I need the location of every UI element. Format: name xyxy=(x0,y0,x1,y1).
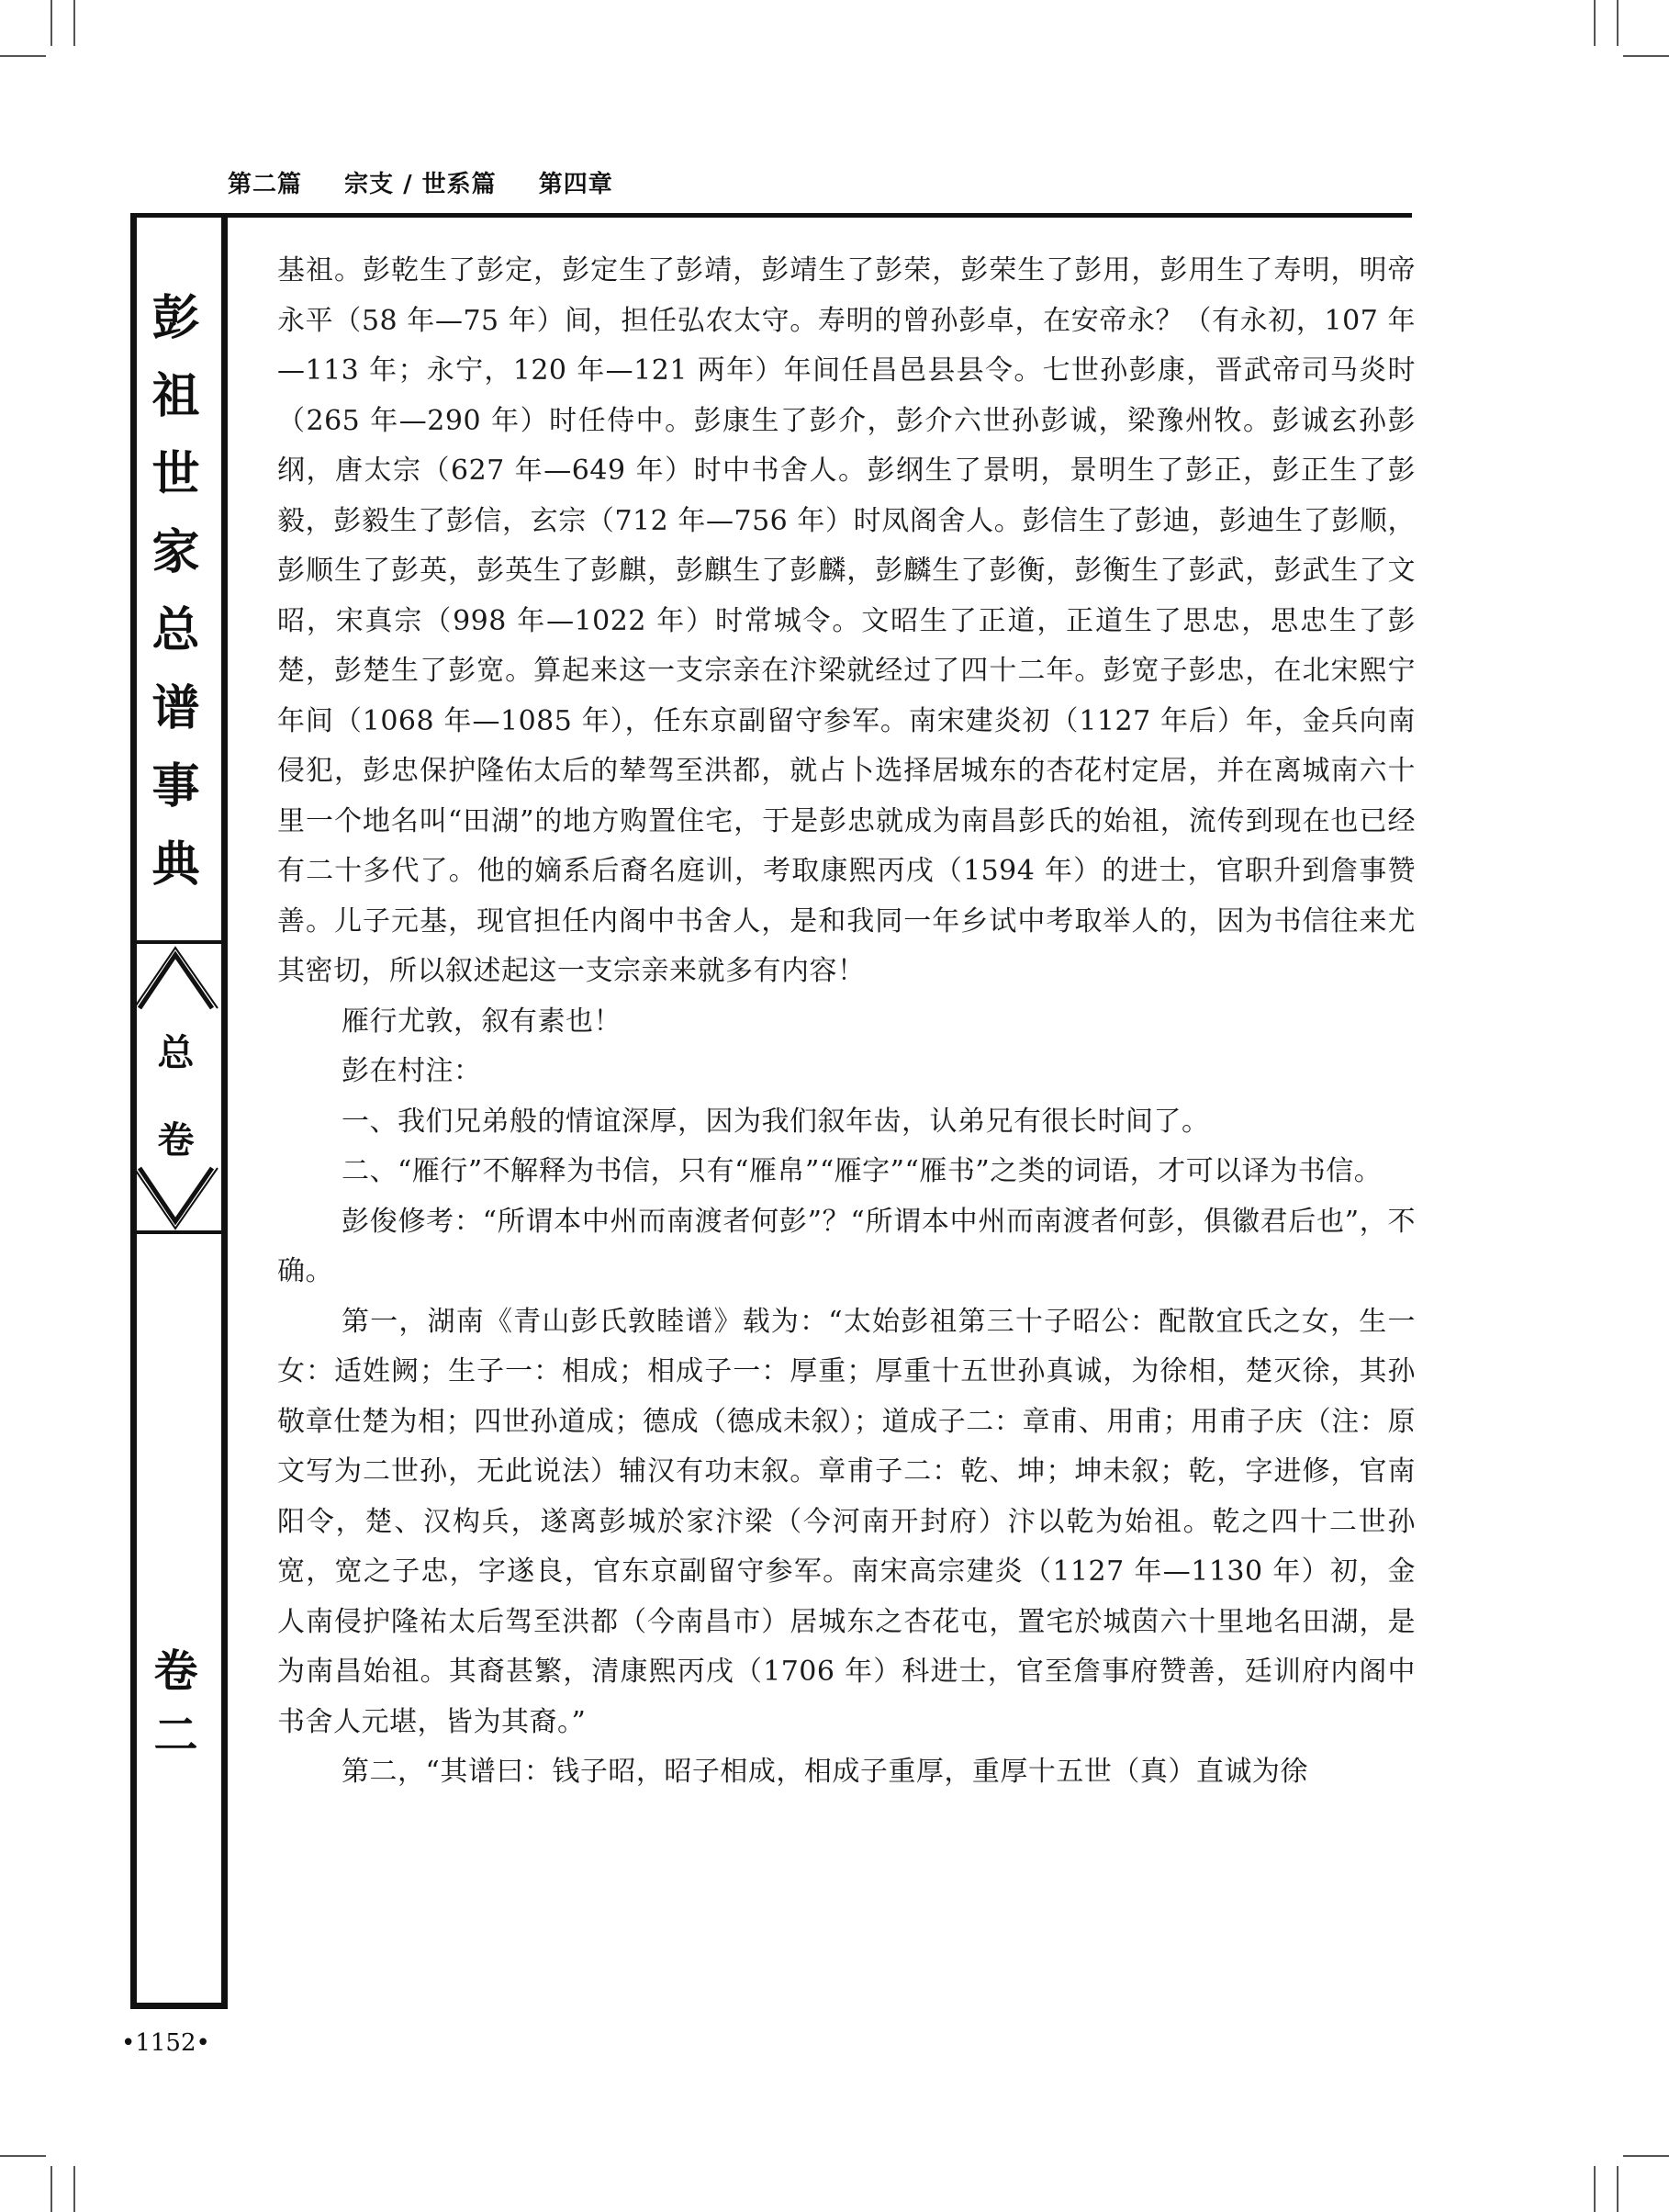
spine-char: 事 xyxy=(151,759,200,814)
paragraph: 一、我们兄弟般的情谊深厚，因为我们叙年齿，认弟兄有很长时间了。 xyxy=(342,1105,1210,1138)
spine-char: 谱 xyxy=(151,681,200,736)
spine-divider xyxy=(130,940,228,944)
spine-char: 卷 xyxy=(153,1645,198,1697)
paragraph: 雁行尤敦，叙有素也！ xyxy=(342,1005,622,1038)
crop-mark xyxy=(1594,0,1596,46)
header-part: 第二篇 xyxy=(228,171,303,198)
paragraph: 彭在村注： xyxy=(342,1055,482,1087)
crop-mark xyxy=(50,0,52,46)
spine-title xyxy=(130,280,221,904)
running-header xyxy=(228,165,646,199)
crop-mark xyxy=(1617,0,1619,46)
spine-char: 家 xyxy=(151,525,200,580)
spine-divider xyxy=(130,1230,228,1234)
spine-inner-rule xyxy=(221,213,228,2009)
crop-mark xyxy=(1623,2155,1669,2157)
spine-char: 彭 xyxy=(151,291,200,346)
paragraph: 二、“雁行”不解释为书信，只有“雁帛”“雁字”“雁书”之类的词语，才可以译为书信。 xyxy=(342,1155,1383,1187)
spine-char: 卷 xyxy=(157,1119,195,1162)
spine-char: 世 xyxy=(151,447,200,502)
crop-mark xyxy=(1623,55,1669,57)
chevron-top-ornament xyxy=(130,946,221,1010)
crop-mark xyxy=(1617,2166,1619,2212)
crop-mark xyxy=(50,2166,52,2212)
header-chapter: 第四章 xyxy=(538,171,613,198)
paragraph: 彭俊修考：“所谓本中州而南渡者何彭”？“所谓本中州而南渡者何彭，俱徽君后也”，不确。 xyxy=(277,1205,1416,1287)
paragraph: 基祖。彭乾生了彭定，彭定生了彭靖，彭靖生了彭荣，彭荣生了彭用，彭用生了寿明，明帝永平（58 年—75 年）间，担任弘农太守。寿明的曾孙彭卓，在安帝永？（有永初，107 年—113 年；永宁，120 年—121 两年）年间任昌邑县县令。七世孙彭康，晋武帝司马炎时（265 年—290 年）时任侍中。彭康生了彭介，彭介六世孙彭诚，梁豫州牧。彭诚玄孙彭纲，唐太宗（627 年—649 年）时中书舍人。彭纲生了景明，景明生了彭正，彭正生了彭毅，彭毅生了彭信，玄宗（712 年—756 年）时凤阁舍人。彭信生了彭迪，彭迪生了彭顺，彭顺生了彭英，彭英生了彭麒，彭麒生了彭麟，彭麟生了彭衡，彭衡生了彭武，彭武生了文昭，宋真宗（998 年—1022 年）时常城令。文昭生了正道，正道生了思忠，思忠生了彭楚，彭楚生了彭宽。算起来这一支宗亲在汴梁就经过了四十二年。彭宽子彭忠，在北宋熙宁年间（1068 年—1085 年），任东京副留守参军。南宋建炎初（1127 年后）年，金兵向南侵犯，彭忠保护隆佑太后的辇驾至洪都，就占卜选择居城东的杏花村定居，并在离城南六十里一个地名叫“田湖”的地方购置住宅，于是彭忠就成为南昌彭氏的始祖，流传到现在也已经有二十多代了。他的嫡系后裔名庭训，考取康熙丙戌（1594 年）的进士，官职升到詹事赞善。儿子元基，现官担任内阁中书舍人，是和我同一年乡试中考取举人的，因为书信往来尤其密切，所以叙述起这一支宗亲来就多有内容！ xyxy=(277,254,1416,987)
crop-mark xyxy=(0,2155,46,2157)
page-number: •1152• xyxy=(121,2029,210,2057)
spine-juan xyxy=(130,1639,221,1768)
spine-char: 二 xyxy=(153,1710,198,1761)
crop-mark xyxy=(0,55,46,57)
paragraph: 第一，湖南《青山彭氏敦睦谱》载为：“太始彭祖第三十子昭公：配散宜氏之女，生一女：适姓阙；生子一：相成；相成子一：厚重；厚重十五世孙真诚，为徐相，楚灭徐，其孙敬章仕楚为相；四世孙道成；德成（德成未叙）；道成子二：章甫、用甫；用甫子庆（注：原文写为二世孙，无此说法）辅汉有功末叙。章甫子二：乾、坤；坤未叙；乾，字进修，官南阳令，楚、汉构兵，遂离彭城於家汴梁（今河南开封府）汴以乾为始祖。乾之四十二世孙宽，宽之子忠，字遂良，官东京副留守参军。南宋高宗建炎（1127 年—1130 年）初，金人南侵护隆祐太后驾至洪都（今南昌市）居城东之杏花屯，置宅於城茵六十里地名田湖，是为南昌始祖。其裔甚繁，清康熙丙戌（1706 年）科进士，官至詹事府赞善，廷训府内阁中书舍人元堪，皆为其裔。” xyxy=(277,1305,1416,1738)
spine-volume xyxy=(130,1010,221,1185)
spine-char: 总 xyxy=(151,603,200,658)
body-text xyxy=(277,246,1416,1798)
crop-mark xyxy=(73,2166,75,2212)
header-section: 宗支 / 世系篇 xyxy=(344,171,497,198)
crop-mark xyxy=(73,0,75,46)
spine-char: 典 xyxy=(151,837,200,893)
spine-char: 祖 xyxy=(151,369,200,424)
spine-char: 总 xyxy=(157,1032,195,1074)
frame-top-rule xyxy=(130,213,1412,218)
crop-mark xyxy=(1594,2166,1596,2212)
paragraph: 第二，“其谱曰：钱子昭，昭子相成，相成子重厚，重厚十五世（真）直诚为徐 xyxy=(342,1756,1308,1788)
